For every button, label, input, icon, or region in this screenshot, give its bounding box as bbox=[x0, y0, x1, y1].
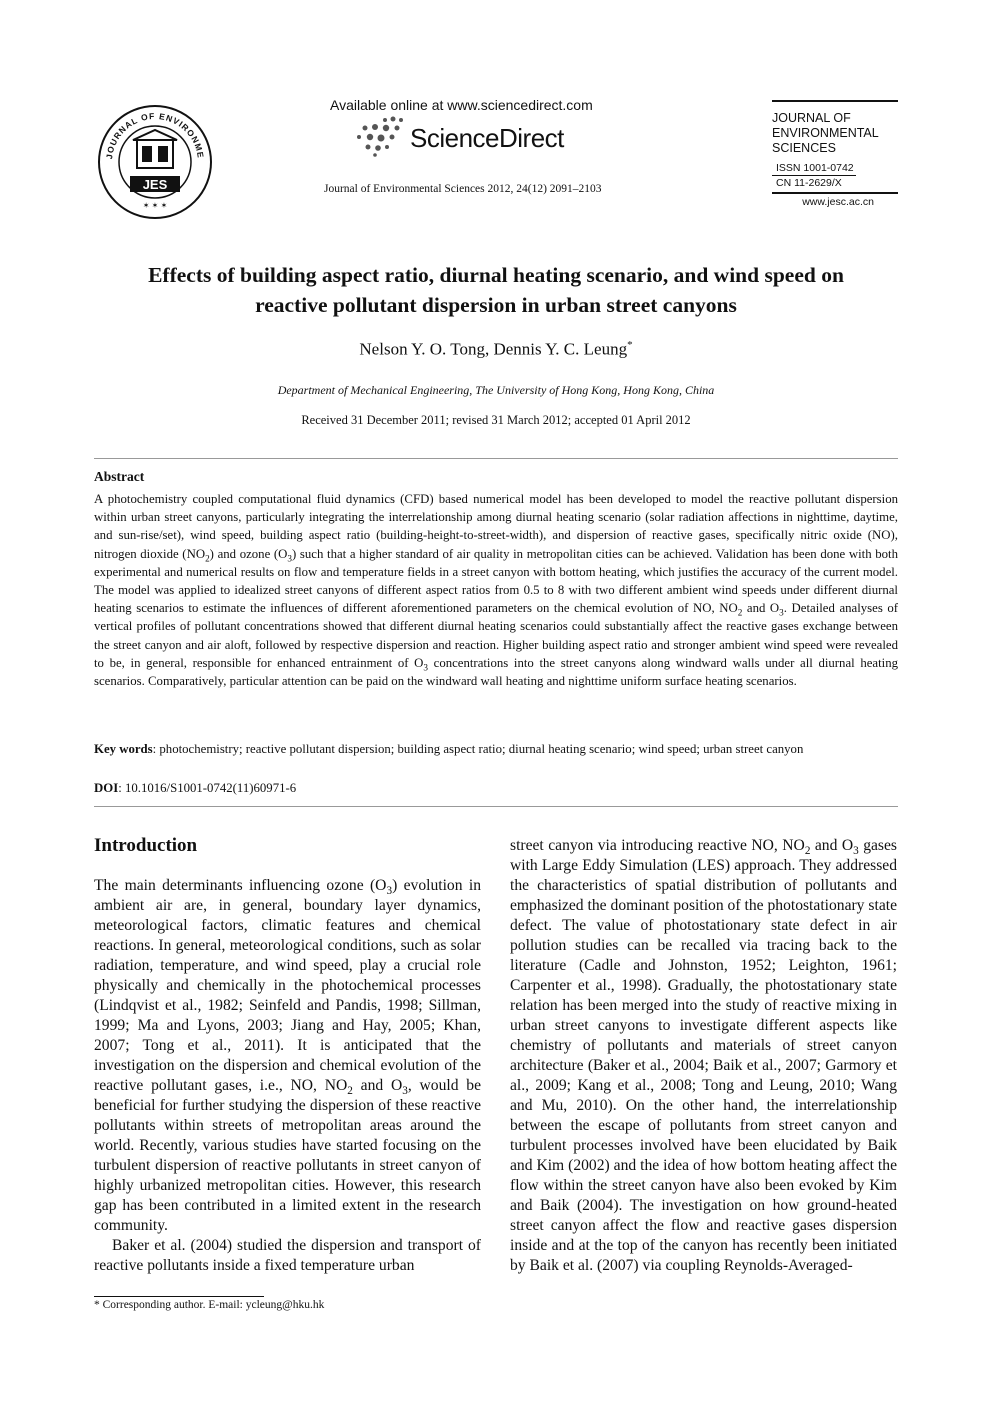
keywords-text: : photochemistry; reactive pollutant dispersion; building aspect ratio; diurnal heating scenario; wind speed; urban street canyon bbox=[152, 742, 804, 756]
journal-citation: Journal of Environmental Sciences 2012, 24(12) 2091–2103 bbox=[324, 183, 602, 195]
abstract-heading: Abstract bbox=[94, 469, 145, 484]
abstract-text: A photochemistry coupled computational fluid dynamics (CFD) based numerical model has been developed to model the reactive pollutant dispersion within urban street canyons, particularly integrating the interrelationship among diurnal heating scenario (solar radiation affections in nighttime, daytime, and sun-rise/set), wind speed, building aspect ratio (building-height-to-street-width), and dispersion of reactive gases, specifically nitric oxide (NO), nitrogen dioxide $(NO_2)$ and ozone $(O_3)$ such that a higher standard of air quality in metropolitan cities can be achieved. Validation has been done with both experimental and numerical results on flow and temperature fields in a street canyon with bottom heating, which justifies the accuracy of the current model. The model was applied to idealized street canyons of different aspect ratios from 0.5 to 8 with two different ambient wind speeds under different diurnal heating scenarios to estimate the influences of different aforementioned parameters on the chemical evolution of NO, $NO_2$ and $O_3$. Detailed analyses of vertical profiles of pollutant concentrations showed that different diurnal heating scenarios could substantially affect the reactive gases exchange between the street canyon and air aloft, followed by respective dispersion and reaction. Higher building aspect ratio and stronger ambient wind speed were revealed to be, in general, responsible for enhanced entrainment of $O_3$ concentrations into the street canyons along windward walls under all diurnal heating scenarios. Comparatively, particular attention can be paid on the windward wall heating and nighttime uniform surface heating scenarios. bbox=[94, 492, 899, 689]
doi-text: : 10.1016/S1001-0742(11)60971-6 bbox=[118, 781, 297, 795]
intro-paragraph-1: The main determinants influencing ozone $(O_3)$ evolution in ambient air are, in general, boundary layer dynamics, meteorological factors, climatic features and chemical reactions. In general, meteorological conditions, such as solar radiation, temperature, and wind speed, play a crucial role physically and chemically in the photochemical processes (Lindqvist et al., 1982; Seinfeld and Pandis, 1998; Sillman, 1999; Ma and Lyons, 2003; Jiang and Hay, 2005; Khan, 2007; Tong et al., 2011). It is anticipated that the investigation on the dispersion and chemical evolution of the reactive pollutant gases, i.e., NO, $NO_2$ and $O_3$, would be beneficial for further studying the dispersion of these reactive pollutants within streets of metropolitan areas around the world. Recently, various studies have started focusing on the turbulent dispersion of reactive pollutants in street canyon of highly urbanized metropolitan cities. However, this research gap has been contributed in a limited extent in the research community. bbox=[94, 877, 481, 1234]
author-names: Nelson Y. O. Tong, Dennis Y. C. Leung bbox=[359, 339, 628, 359]
doi bbox=[94, 781, 296, 796]
body-column-left bbox=[94, 876, 481, 1276]
journal-cn: CN 11-2629/X bbox=[776, 177, 842, 189]
corresponding-author-mark: * bbox=[627, 339, 633, 351]
received-dates: Received 31 December 2011; revised 31 March 2012; accepted 01 April 2012 bbox=[301, 413, 691, 427]
footnote-rule bbox=[94, 1296, 264, 1297]
sciencedirect-brand: ScienceDirect bbox=[410, 123, 564, 153]
introduction-heading: Introduction bbox=[94, 835, 198, 856]
title-line-1: Effects of building aspect ratio, diurnal heating scenario, and wind speed on bbox=[148, 263, 844, 287]
body-column-right bbox=[510, 836, 897, 1276]
journal-issn: ISSN 1001-0742 bbox=[772, 162, 856, 176]
journal-name-line1: JOURNAL OF bbox=[772, 111, 851, 125]
authors bbox=[80, 339, 912, 360]
sciencedirect-dots-icon bbox=[355, 116, 411, 158]
logo-badge-text: JES bbox=[142, 177, 168, 192]
journal-info-box bbox=[772, 100, 898, 208]
article-title bbox=[80, 260, 912, 320]
doi-label: DOI bbox=[94, 781, 119, 795]
journal-name-line2: ENVIRONMENTAL bbox=[772, 126, 879, 140]
title-line-2: reactive pollutant dispersion in urban street canyons bbox=[255, 293, 737, 317]
corresponding-author-footnote: * Corresponding author. E-mail: ycleung@hku.hk bbox=[94, 1299, 325, 1311]
divider-top bbox=[94, 458, 898, 459]
divider-bottom bbox=[94, 806, 898, 807]
keywords bbox=[94, 740, 898, 758]
svg-text:✶ ✶ ✶: ✶ ✶ ✶ bbox=[142, 201, 168, 210]
keywords-label: Key words bbox=[94, 742, 153, 756]
logo-arc-text: JOURNAL OF ENVIRONME bbox=[104, 110, 206, 160]
journal-url: www.jesc.ac.cn bbox=[802, 196, 874, 208]
intro-paragraph-2: Baker et al. (2004) studied the dispersion and transport of reactive pollutants inside a fixed temperature urban bbox=[94, 1237, 481, 1274]
available-online-text: Available online at www.sciencedirect.com bbox=[330, 97, 593, 113]
journal-name-line3: SCIENCES bbox=[772, 141, 836, 155]
jes-journal-logo bbox=[92, 100, 218, 220]
affiliation: Department of Mechanical Engineering, The University of Hong Kong, Hong Kong, China bbox=[277, 383, 715, 397]
intro-paragraph-2-continued: street canyon via introducing reactive NO, $NO_2$ and $O_3$ gases with Large Eddy Simulation (LES) approach. They addressed the characteristics of spatial distribution of pollutants and emphasized the dominant position of the photostationary state defect. The value of photostationary state defect in air pollution studies can be recalled via tracing back to the literature (Cadle and Johnston, 1952; Leighton, 1961; Carpenter et al., 1998). Gradually, the photostationary state relation has been merged into the study of reactive mixing in urban street canyons to investigate different aspects like chemistry of pollutants and materials of street canyon architecture (Baker et al., 2004; Baik et al., 2007; Garmory et al., 2009; Kang et al., 2008; Tong and Leung, 2010; Wang and Mu, 2010). On the other hand, the interrelationship between the escape of pollutants from street canyon and turbulent processes involved have been elucidated by Baik and Kim (2002) and the idea of how bottom heating affect the flow within the street canyon have also been evoked by Kim and Baik (2004). The investigation on how ground-heated street canyon affect the flow and reactive gases dispersion inside and at the top of the canyon has recently been initiated by Baik et al. (2007) via coupling Reynolds-Averaged- bbox=[510, 837, 897, 1274]
